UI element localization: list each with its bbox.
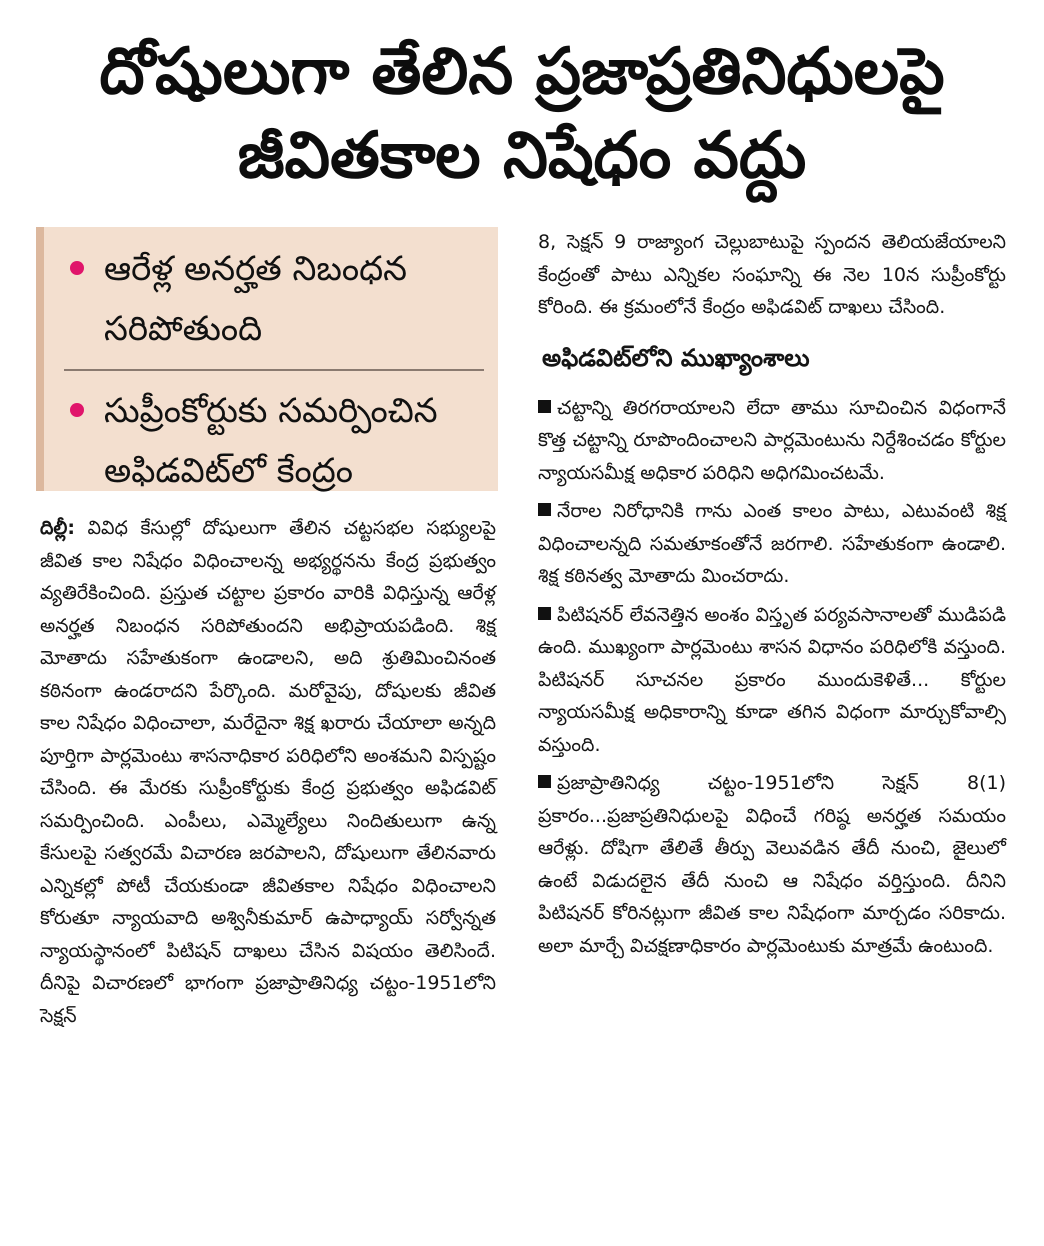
key-point <box>538 392 1006 490</box>
key-point <box>538 495 1006 593</box>
key-point <box>538 767 1006 962</box>
square-bullet-icon <box>538 503 551 516</box>
key-point-text: పిటిషనర్ లేవనెత్తిన అంశం విస్తృత పర్యవసానాలతో ముడిపడి ఉంది. ముఖ్యంగా పార్లమెంటు శాసన విధానం పరిధిలోకి వస్తుంది. పిటిషనర్ సూచనల ప్రకారం ముందుకెళితే... కోర్టుల న్యాయసమీక్ష అధికారాన్ని కూడా తగిన విధంగా మార్చుకోవాల్సి వస్తుంది. <box>538 603 1006 756</box>
square-bullet-icon <box>538 607 551 620</box>
key-point-text: నేరాల నిరోధానికి గాను ఎంత కాలం పాటు, ఎటువంటి శిక్ష విధించాలన్నది సమతూకంతోనే జరగాలి. సహేతుకంగా ఉండాలి. శిక్ష కఠినత్వ మోతాదు మించరాదు. <box>538 500 1006 587</box>
bullet-dot-icon <box>70 403 84 417</box>
highlight-text: సుప్రీంకోర్టుకు సమర్పించిన అఫిడవిట్‌లో కేంద్రం <box>104 391 438 491</box>
highlight-text: ఆరేళ్ల అనర్హత నిబంధన సరిపోతుంది <box>104 249 407 349</box>
key-point <box>538 599 1006 762</box>
headline <box>20 30 1024 198</box>
headline-line-1: దోషులుగా తేలిన ప్రజాప్రతినిధులపై <box>99 35 945 109</box>
article-column-right <box>538 226 1006 962</box>
square-bullet-icon <box>538 400 551 413</box>
key-point-text: ప్రజాప్రాతినిధ్య చట్టం-1951లోని సెక్షన్ 8(1) ప్రకారం...ప్రజాప్రతినిధులపై విధించే గరిష్ఠ అనర్హత సమయం ఆరేళ్లు. దోషిగా తేలితే తీర్పు వెలువడిన తేదీ నుంచి, జైలులో ఉంటే విడుదలైన తేదీ నుంచి ఆ నిషేధం వర్తిస్తుంది. దీనిని పిటిషనర్ కోరినట్లుగా జీవిత కాల నిషేధంగా మార్చడం సరికాదు. అలా మార్చే విచక్షణాధికారం పార్లమెంటుకు మాత్రమే ఉంటుంది. <box>538 772 1006 957</box>
highlights-box <box>36 227 498 491</box>
highlight-divider <box>64 369 484 371</box>
section-subhead: అఫిడవిట్‌లోని ముఖ్యాంశాలు <box>542 343 810 372</box>
bullet-dot-icon <box>70 261 84 275</box>
key-point-text: చట్టాన్ని తిరగరాయాలని లేదా తాము సూచించిన విధంగానే కొత్త చట్టాన్ని రూపొందించాలని పార్లమెంటును నిర్దేశించడం కోర్టుల న్యాయసమీక్ష అధికార పరిధిని అధిగమించటమే. <box>538 396 1006 484</box>
article-body-right: 8, సెక్షన్ 9 రాజ్యాంగ చెల్లుబాటుపై స్పందన తెలియజేయాలని కేంద్రంతో పాటు ఎన్నికల సంఘాన్ని ఈ నెల 10న సుప్రీంకోర్టు కోరింది. ఈ క్రమంలోనే కేంద్రం అఫిడవిట్ దాఖలు చేసింది. <box>538 231 1006 318</box>
dateline: దిల్లీ: <box>40 517 75 539</box>
square-bullet-icon <box>538 775 551 788</box>
article-body-left: వివిధ కేసుల్లో దోషులుగా తేలిన చట్టసభల సభ్యులపై జీవిత కాల నిషేధం విధించాలన్న అభ్యర్థనను కేంద్ర ప్రభుత్వం వ్యతిరేకించింది. ప్రస్తుత చట్టాల ప్రకారం వారికి విధిస్తున్న ఆరేళ్ల అనర్హత నిబంధన సరిపోతుందని అభిప్రాయపడింది. శిక్ష మోతాదు సహేతుకంగా ఉండాలని, అది శ్రుతిమించినంత కఠినంగా ఉండరాదని పేర్కొంది. మరోవైపు, దోషులకు జీవిత కాల నిషేధం విధించాలా, మరేదైనా శిక్ష ఖరారు చేయాలా అన్నది పూర్తిగా పార్లమెంటు శాసనాధికార పరిధిలోని అంశమని విస్పష్టం చేసింది. ఈ మేరకు సుప్రీంకోర్టుకు కేంద్ర ప్రభుత్వం అఫిడవిట్ సమర్పించింది. ఎంపీలు, ఎమ్మెల్యేలు నిందితులుగా ఉన్న కేసులపై సత్వరమే విచారణ జరపాలని, దోషులుగా తేలినవారు ఎన్నికల్లో పోటీ చేయకుండా జీవితకాల నిషేధం విధించాలని కోరుతూ న్యాయవాది అశ్వినీకుమార్ ఉపాధ్యాయ్ సర్వోన్నత న్యాయస్థానంలో పిటిషన్ దాఖలు చేసిన విషయం తెలిసిందే. దీనిపై విచారణలో భాగంగా ప్రజాప్రాతినిధ్య చట్టం-1951లోని సెక్షన్ <box>40 517 496 1027</box>
headline-line-2: జీవితకాల నిషేధం వద్దు <box>237 119 807 193</box>
highlight-item <box>64 381 484 501</box>
article-column-left <box>40 512 496 1032</box>
highlight-item <box>64 239 484 359</box>
